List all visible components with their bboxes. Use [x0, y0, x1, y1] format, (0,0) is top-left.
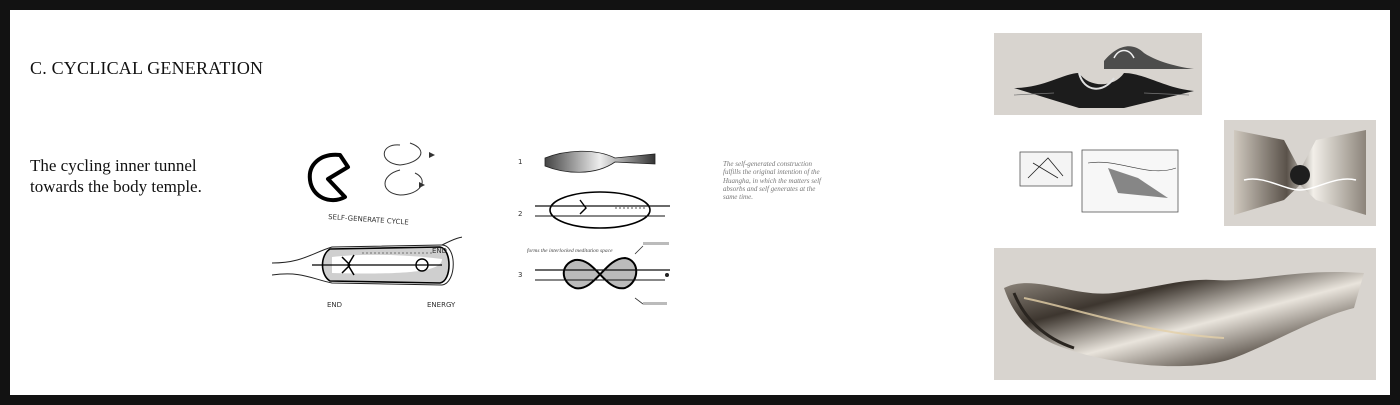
- bottom-render-image: [994, 248, 1376, 380]
- top-render-image: [994, 33, 1202, 115]
- step-number-1: 1: [518, 158, 523, 166]
- tunnel-sketch: [272, 235, 462, 315]
- top-render-panel: [994, 33, 1202, 115]
- side-render-panel: [1224, 120, 1376, 226]
- step-number-2: 2: [518, 210, 523, 218]
- step-number-3: 3: [518, 271, 523, 279]
- sketch-collage-image: [1018, 148, 1188, 220]
- construction-caption: The self-generated construction fulfills the original intention of the Huangha, in which the matters self absorbs and self generates at the same time.: [723, 160, 821, 202]
- interlock-caption: forms the interlocked meditation space: [527, 248, 613, 254]
- subtitle-line-1: The cycling inner tunnel: [30, 156, 197, 175]
- evolution-sketch: [515, 142, 675, 322]
- side-render-image: [1224, 120, 1376, 226]
- board-page: [10, 10, 1390, 395]
- section-title: C. CYCLICAL GENERATION: [30, 58, 264, 78]
- sketch-collage-panel: [1018, 148, 1188, 220]
- cycle-label: SELF-GENERATE CYCLE: [327, 213, 409, 227]
- subtitle-line-2: towards the body temple.: [30, 177, 202, 196]
- tunnel-label-energy: ENERGY: [427, 301, 456, 309]
- section-subtitle: [30, 155, 270, 197]
- bottom-render-panel: [994, 248, 1376, 380]
- tunnel-label-end-left: END: [327, 301, 343, 309]
- tunnel-label-end-right: END: [432, 247, 448, 255]
- cycle-sketch: [300, 135, 460, 235]
